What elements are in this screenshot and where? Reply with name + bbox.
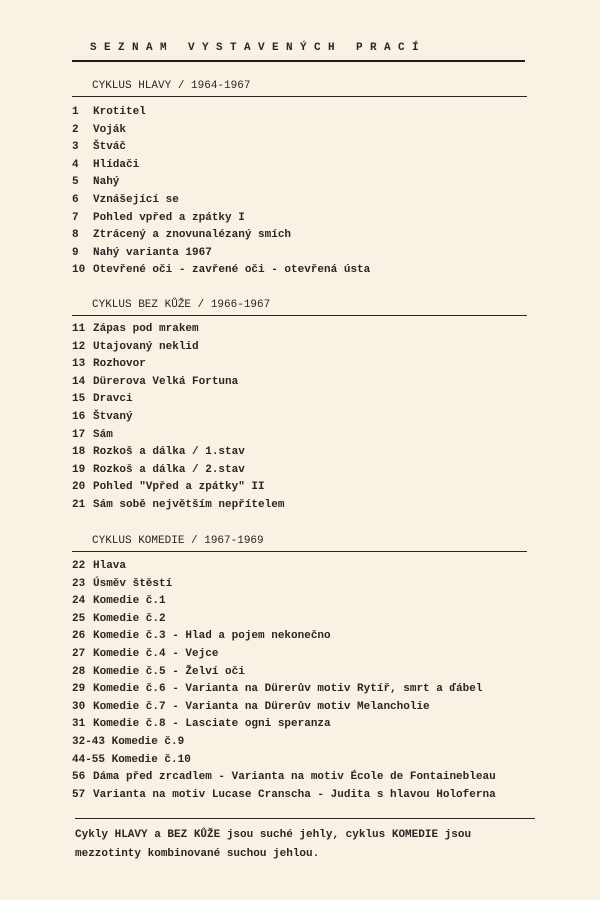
item-title: Vznášející se xyxy=(93,193,179,206)
section-heading-komedie: CYKLUS KOMEDIE / 1967-1969 xyxy=(92,535,264,547)
item-number: 57 xyxy=(72,788,86,801)
item-title: Úsměv štěstí xyxy=(93,577,173,590)
footnote xyxy=(75,826,471,864)
list-item xyxy=(72,356,284,374)
list-item xyxy=(72,787,496,805)
item-number: 4 xyxy=(72,158,79,171)
list-item xyxy=(72,558,496,576)
item-title: Rozkoš a dálka / 2.stav xyxy=(93,463,245,476)
item-title: Zápas pod mrakem xyxy=(93,323,199,335)
list-item xyxy=(72,611,496,629)
item-number: 3 xyxy=(72,141,79,154)
item-title: Dürerova Velká Fortuna xyxy=(93,375,239,388)
list-item xyxy=(72,497,284,515)
item-title: Nahý varianta 1967 xyxy=(93,246,212,259)
section-rule xyxy=(72,551,527,552)
works-list-komedie xyxy=(72,558,496,804)
section-heading-bez-kuze: CYKLUS BEZ KŮŽE / 1966-1967 xyxy=(92,299,271,311)
item-title: Rozkoš a dálka / 1.stav xyxy=(93,446,245,459)
item-number: 18 xyxy=(72,446,86,459)
item-number: 22 xyxy=(72,560,86,572)
item-number: 21 xyxy=(72,498,86,511)
item-number: 10 xyxy=(72,264,86,277)
item-number: 13 xyxy=(72,358,86,371)
list-item xyxy=(72,576,496,594)
list-item xyxy=(72,139,370,157)
list-item xyxy=(72,339,284,357)
list-item xyxy=(72,699,496,717)
list-item xyxy=(72,681,496,699)
list-item xyxy=(72,409,284,427)
item-title: Komedie č.9 xyxy=(111,735,185,748)
list-item xyxy=(72,664,496,682)
list-item xyxy=(72,174,370,192)
item-number: 15 xyxy=(72,393,86,406)
item-title: Komedie č.4 - Vejce xyxy=(93,647,219,660)
list-item xyxy=(72,122,370,140)
item-number: 9 xyxy=(72,246,79,259)
item-number: 7 xyxy=(72,211,79,224)
item-number: 25 xyxy=(72,612,86,625)
list-item xyxy=(72,646,496,664)
list-item xyxy=(72,734,496,752)
list-item xyxy=(72,321,284,339)
item-number: 28 xyxy=(72,665,86,678)
list-item xyxy=(72,769,496,787)
title-underline xyxy=(72,60,525,62)
item-title: Pohled vpřed a zpátky I xyxy=(93,211,245,224)
item-number: 19 xyxy=(72,463,86,476)
list-item xyxy=(72,628,496,646)
item-title: Dravci xyxy=(93,393,133,406)
list-item xyxy=(72,374,284,392)
item-number: 31 xyxy=(72,718,86,731)
list-item xyxy=(72,210,370,228)
section-heading-hlavy: CYKLUS HLAVY / 1964-1967 xyxy=(92,80,251,92)
document-title: SEZNAM VYSTAVENÝCH PRACÍ xyxy=(90,42,427,54)
item-title: Hlídači xyxy=(93,158,140,171)
item-number: 27 xyxy=(72,647,86,660)
item-number: 30 xyxy=(72,700,86,713)
item-number: 44-55 xyxy=(72,753,106,766)
item-number: 11 xyxy=(72,323,86,335)
item-title: Utajovaný neklid xyxy=(93,340,199,353)
list-item xyxy=(72,192,370,210)
list-item xyxy=(72,245,370,263)
item-number: 56 xyxy=(72,771,86,784)
item-title: Štvaný xyxy=(93,410,133,423)
item-number: 2 xyxy=(72,123,79,136)
list-item xyxy=(72,427,284,445)
list-item xyxy=(72,262,370,280)
note-rule xyxy=(75,818,535,819)
item-title: Otevřené oči - zavřené oči - otevřená ústa xyxy=(93,264,371,277)
item-title: Krotitel xyxy=(93,106,146,118)
item-number: 32-43 xyxy=(72,735,106,748)
item-title: Varianta na motiv Lucase Cranscha - Judita s hlavou Holoferna xyxy=(93,788,496,801)
item-title: Nahý xyxy=(93,176,120,189)
item-title: Dáma před zrcadlem - Varianta na motiv École de Fontainebleau xyxy=(93,771,496,784)
item-title: Sám xyxy=(93,428,113,441)
item-number: 23 xyxy=(72,577,86,590)
item-title: Hlava xyxy=(93,560,127,572)
footnote-line: mezzotinty kombinované suchou jehlou. xyxy=(75,848,320,860)
item-number: 26 xyxy=(72,630,86,643)
item-number: 1 xyxy=(72,106,79,118)
item-title: Pohled "Vpřed a zpátky" II xyxy=(93,481,265,494)
item-title: Komedie č.2 xyxy=(93,612,166,625)
works-list-hlavy xyxy=(72,104,370,280)
item-title: Komedie č.3 - Hlad a pojem nekonečno xyxy=(93,630,331,643)
list-item xyxy=(72,752,496,770)
item-number: 5 xyxy=(72,176,79,189)
item-number: 29 xyxy=(72,683,86,696)
list-item xyxy=(72,391,284,409)
item-title: Štváč xyxy=(93,141,127,154)
list-item xyxy=(72,462,284,480)
list-item xyxy=(72,227,370,245)
item-number: 12 xyxy=(72,340,86,353)
item-number: 20 xyxy=(72,481,86,494)
list-item xyxy=(72,104,370,122)
item-number: 24 xyxy=(72,595,86,608)
item-title: Komedie č.10 xyxy=(111,753,191,766)
list-item xyxy=(72,444,284,462)
item-title: Rozhovor xyxy=(93,358,146,371)
section-rule xyxy=(72,96,527,97)
works-list-bez-kuze xyxy=(72,321,284,515)
item-title: Komedie č.1 xyxy=(93,595,166,608)
item-title: Ztrácený a znovunalézaný smích xyxy=(93,229,292,242)
item-number: 6 xyxy=(72,193,79,206)
item-number: 8 xyxy=(72,229,79,242)
item-number: 17 xyxy=(72,428,86,441)
item-title: Sám sobě největším nepřítelem xyxy=(93,498,285,511)
item-title: Voják xyxy=(93,123,127,136)
item-title: Komedie č.6 - Varianta na Dürerův motiv Rytíř, smrt a ďábel xyxy=(93,683,483,696)
list-item xyxy=(72,593,496,611)
item-title: Komedie č.5 - Želví oči xyxy=(93,665,245,678)
section-rule xyxy=(72,315,527,316)
list-item xyxy=(72,157,370,175)
footnote-line: Cykly HLAVY a BEZ KŮŽE jsou suché jehly, cyklus KOMEDIE jsou xyxy=(75,829,472,841)
list-item xyxy=(72,716,496,734)
item-title: Komedie č.8 - Lasciate ogni speranza xyxy=(93,718,331,731)
item-number: 16 xyxy=(72,410,86,423)
item-title: Komedie č.7 - Varianta na Dürerův motiv Melancholie xyxy=(93,700,430,713)
list-item xyxy=(72,479,284,497)
item-number: 14 xyxy=(72,375,86,388)
